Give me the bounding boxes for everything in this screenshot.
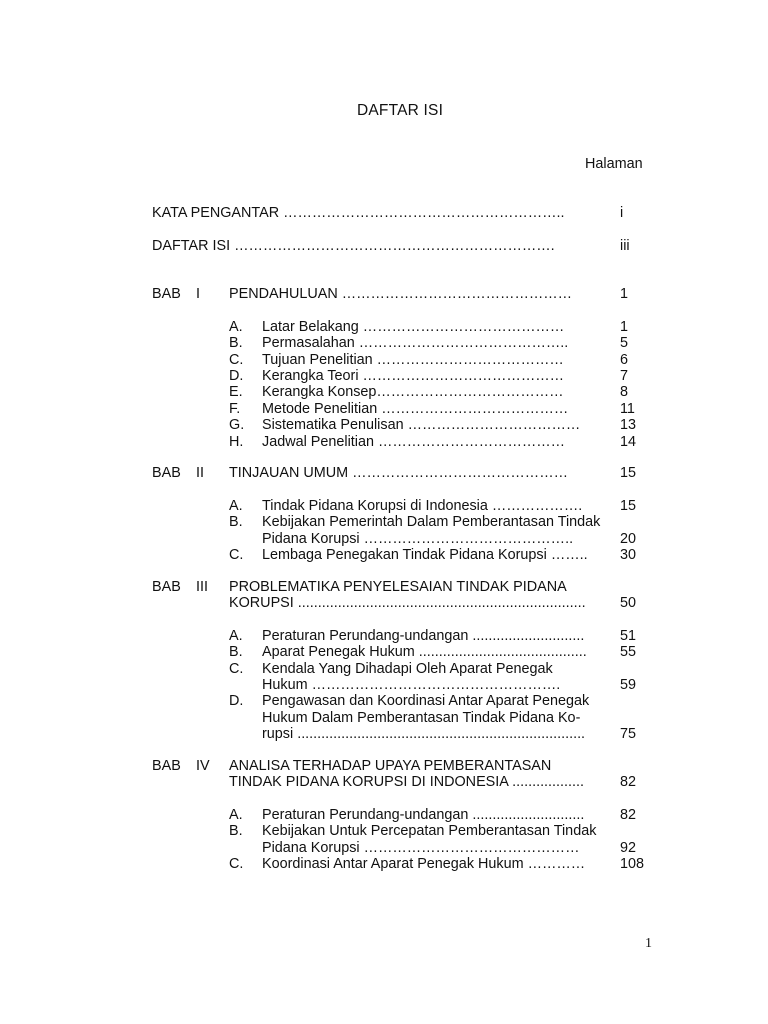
chapter-title: ANALISA TERHADAP UPAYA PEMBERANTASAN [229,758,552,774]
chapter-page: 1 [620,286,629,302]
section-title: Lembaga Penegakan Tindak Pidana Korupsi …….. [262,547,588,564]
section-page: 108 [620,856,645,873]
chapter-page: 50 [620,595,637,612]
toc-entry-page: iii [620,238,630,254]
chapter-label: BAB [152,286,181,302]
chapter-page: 82 [620,774,637,791]
section-page: 20 [620,530,637,547]
section-page: 51 [620,628,637,644]
section-page: 13 [620,417,637,434]
page-title: DAFTAR ISI [357,102,444,119]
section-letter: C. [229,856,244,873]
section-letter: E. [229,384,243,401]
chapter-title: KORUPSI ........................................................................ [229,595,586,612]
section-letter: B. [229,514,243,531]
chapter-number: I [196,286,200,302]
section-title: Hukum ……………………………………………. [262,677,561,694]
section-page: 5 [620,335,629,352]
section-letter: A. [229,319,243,335]
section-page: 55 [620,644,637,661]
section-page: 92 [620,839,637,856]
section-title: Peraturan Perundang-undangan ............................ [262,628,585,644]
chapter-label: BAB [152,465,181,481]
section-title: Jadwal Penelitian ………………………………… [262,433,566,450]
section-page: 15 [620,498,637,514]
section-title: Kerangka Teori …………………………………… [262,368,564,385]
section-letter: F. [229,400,241,417]
section-letter: B. [229,335,243,352]
section-letter: C. [229,547,244,564]
section-title: Sistematika Penulisan ……………………………… [262,417,581,434]
section-letter: C. [229,351,244,368]
section-title: Tujuan Penelitian ………………………………… [262,351,564,368]
toc-entry-text: DAFTAR ISI …………………………………………………………. [152,238,555,254]
section-title: Kerangka Konsep………………………………… [262,384,564,401]
section-title: Aparat Penegak Hukum .......................................... [262,644,587,661]
section-title: Metode Penelitian ………………………………… [262,400,569,417]
section-page: 8 [620,384,629,401]
chapter-number: III [196,579,208,595]
chapter-page: 15 [620,465,637,481]
section-letter: D. [229,368,244,385]
toc-entry-page: i [620,205,624,221]
chapter-label: BAB [152,758,181,774]
section-title: Latar Belakang …………………………………… [262,319,565,335]
section-page: 6 [620,351,629,368]
section-title: Hukum Dalam Pemberantasan Tindak Pidana Ko- [262,709,581,726]
section-title: Permasalahan …………………………………….. [262,335,569,352]
section-page: 7 [620,368,629,385]
section-letter: A. [229,807,243,823]
section-letter: D. [229,693,244,710]
chapter-number: IV [196,758,210,774]
section-page: 30 [620,547,637,564]
section-page: 59 [620,677,637,694]
page-column-header: Halaman [585,156,643,172]
section-title: Kendala Yang Dihadapi Oleh Aparat Penegak [262,660,553,677]
section-title: Pidana Korupsi ……………………………………… [262,839,580,856]
section-page: 11 [620,400,635,417]
section-title: Peraturan Perundang-undangan ............................ [262,807,585,823]
section-letter: C. [229,660,244,677]
section-page: 82 [620,807,637,823]
section-title: rupsi ........................................................................ [262,726,586,743]
section-letter: H. [229,433,244,450]
chapter-label: BAB [152,579,181,595]
toc-entry-text: KATA PENGANTAR ………………………………………………….. [152,205,565,221]
section-title: Pengawasan dan Koordinasi Antar Aparat Penegak [262,693,590,710]
chapter-title: PENDAHULUAN ………………………………………… [229,286,573,302]
section-page: 14 [620,433,637,450]
section-letter: G. [229,417,245,434]
chapter-title: TINDAK PIDANA KORUPSI DI INDONESIA .................. [229,774,585,791]
section-letter: B. [229,644,243,661]
chapter-title: TINJAUAN UMUM ……………………………………… [229,465,568,481]
section-title: Koordinasi Antar Aparat Penegak Hukum ………… [262,856,586,873]
section-title: Pidana Korupsi …………………………………….. [262,530,574,547]
section-title: Kebijakan Untuk Percepatan Pemberantasan Tindak [262,823,597,840]
section-page: 1 [620,319,629,335]
chapter-number: II [196,465,204,481]
section-letter: A. [229,498,243,514]
section-title: Kebijakan Pemerintah Dalam Pemberantasan Tindak [262,514,601,531]
page-number: 1 [645,936,652,951]
chapter-title: PROBLEMATIKA PENYELESAIAN TINDAK PIDANA [229,579,567,595]
section-letter: B. [229,823,243,840]
section-letter: A. [229,628,243,644]
section-page: 75 [620,726,637,743]
section-title: Tindak Pidana Korupsi di Indonesia ………………. [262,498,583,514]
